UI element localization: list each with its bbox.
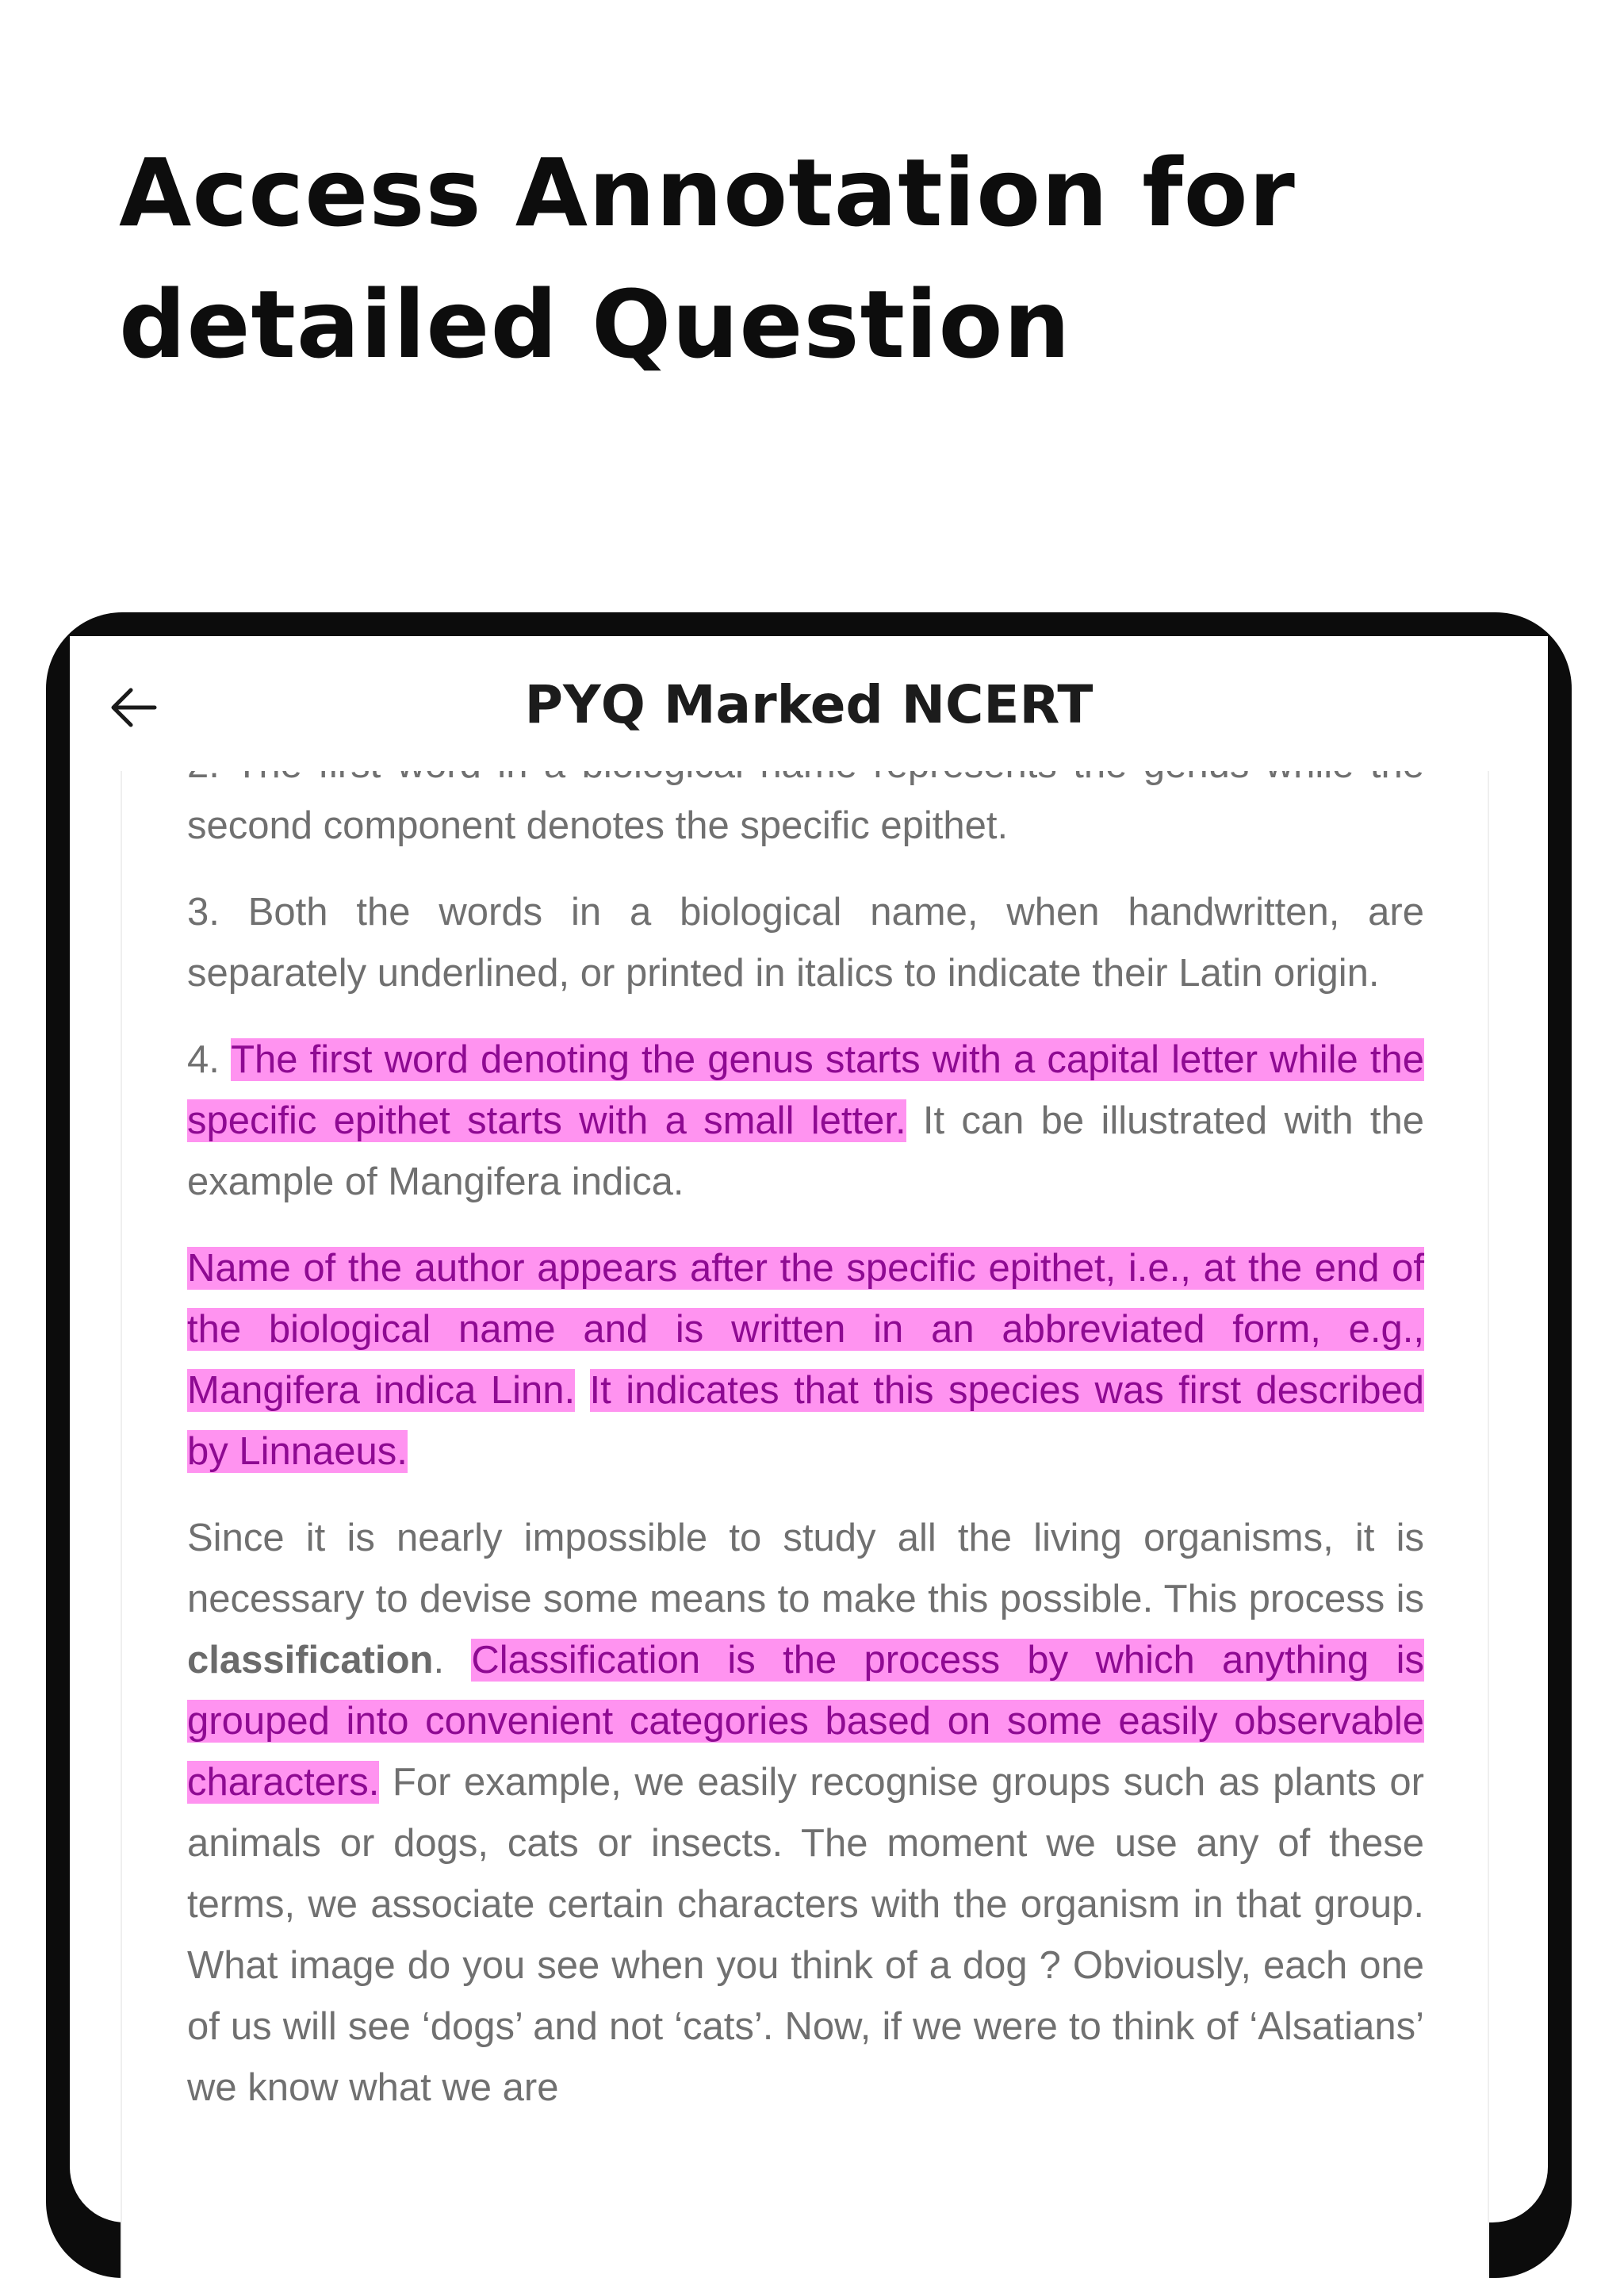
ncert-page[interactable] — [121, 771, 1489, 2278]
highlight-annotation[interactable]: It indicates that this species was first described by Linnaeus. — [187, 1369, 1424, 1473]
paragraph-author-name — [187, 1238, 1424, 1482]
promo-headline: Access Annotation for detailed Question — [119, 138, 1296, 379]
paragraph-point-2: second component denotes the specific epithet. — [187, 804, 1009, 847]
point-number: 4. — [187, 1038, 232, 1081]
bold-term: classification — [187, 1639, 434, 1682]
page-text — [187, 734, 1424, 2144]
highlight-annotation[interactable]: Name of the author appears after the specific epithet, i.e., at the end of the biological name and is written in an abbreviated form, e.g., Mangifera indica Linn. — [187, 1247, 1424, 1412]
app-bar — [70, 636, 1548, 771]
app-screen — [70, 636, 1548, 2222]
highlight-annotation[interactable]: Classification is the process by which anything is grouped into convenient categories based on some easily observable characters. — [187, 1639, 1424, 1804]
page-text-viewport — [187, 771, 1424, 2278]
paragraph-text: Since it is nearly impossible to study all the living organisms, it is necessary to devise some means to make this possible. This process is — [187, 1517, 1424, 1620]
app-title: PYQ Marked NCERT — [524, 674, 1094, 735]
paragraph-point-3: 3. Both the words in a biological name, when handwritten, are separately underlined, or printed in italics to indicate their Latin origin. — [187, 891, 1424, 995]
space — [575, 1369, 589, 1412]
paragraph-point-4 — [187, 1030, 1424, 1213]
punctuation: . — [433, 1639, 472, 1682]
highlight-annotation[interactable]: The first word denoting the genus starts with a capital letter while the specific epithet starts with a small letter. — [187, 1038, 1424, 1142]
paragraph-text: For example, we easily recognise groups such as plants or animals or dogs, cats or insects. The moment we use any of these terms, we associate certain characters with the organism in that group. What image do you see when you think of a dog ? Obviously, each one of us will see ‘dogs’ and not ‘cats’. Now, if we were to think of ‘Alsatians’ we know what we are — [187, 1761, 1424, 2109]
paragraph-classification — [187, 1508, 1424, 2119]
paragraph-text: It can be illustrated with the example of Mangifera indica. — [187, 1099, 1424, 1203]
